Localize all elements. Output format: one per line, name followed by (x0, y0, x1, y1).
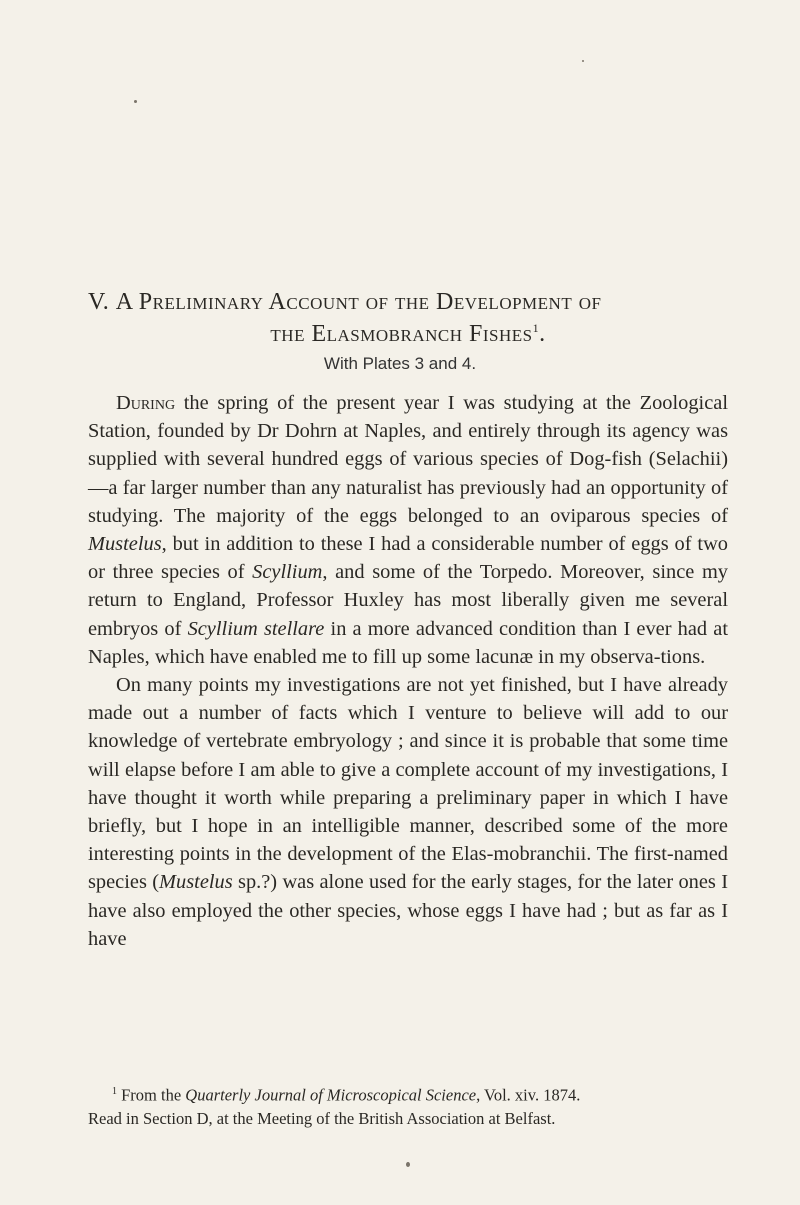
title-line-2 (88, 318, 728, 350)
footnote-line-2: Read in Section D, at the Meeting of the British Association at Belfast. (88, 1108, 556, 1128)
footnote-suffix: , Vol. xiv. 1874. (476, 1085, 581, 1105)
title-line-2-end: . (539, 321, 546, 347)
section-numeral: V. (88, 289, 110, 315)
title-line-1 (88, 286, 728, 318)
plates-subtitle: With Plates 3 and 4. (323, 354, 477, 373)
title-line-2-text: the Elasmobranch Fishes (270, 321, 533, 347)
footnote (88, 1080, 728, 1130)
species-name: Mustelus (159, 871, 233, 894)
species-name: Scyllium (252, 561, 323, 584)
drop-lead-word: During (116, 392, 176, 414)
footnote-mark: 1 (112, 1086, 117, 1097)
body-text (88, 389, 728, 953)
article-title (88, 286, 728, 350)
text-run: , but in addition to these I had a considerable number of eggs of two or three species of (88, 533, 728, 584)
paper-speck (582, 60, 584, 62)
footnote-line-1 (88, 1080, 728, 1107)
paragraph-2 (88, 671, 728, 953)
text-run: On many points my investigations are not yet finished, but I have already made out a number of facts which I venture to believe will add to our knowledge of vertebrate embryology ; and since it is probable that some time will elapse before I am able to give a complete account of my investigations, I have thought it worth while preparing a preliminary paper in which I have briefly, but I hope in an intelligible manner, described some of the more interesting points in the development of the Elas-mobranchii. The first-named species ( (88, 674, 728, 894)
title-line-1-text: A Preliminary Account of the Development of (115, 289, 602, 315)
text-run: , and some of the Torpedo. Moreover, since my return to England, Professor Huxley has most liberally given me several embryos of (88, 561, 728, 640)
paper-speck (406, 1162, 410, 1167)
journal-name: Quarterly Journal of Microscopical Science (185, 1085, 477, 1105)
text-run: sp.?) was alone used for the early stages, for the later ones I have also employed the other species, whose eggs I have had ; but as far as I have (88, 871, 728, 950)
paragraph-1 (88, 389, 728, 671)
species-name: Scyllium stellare (187, 617, 325, 640)
text-run: the spring of the present year I was studying at the Zoological Station, founded by Dr Dohrn at Naples, and entirely through its agency was supplied with several hundred eggs of various species of Dog-fish (Selachii)—a far larger number than any naturalist has previously had an opportunity of studying. The majority of the eggs belonged to an oviparous species of (88, 392, 728, 527)
footnote-prefix: From the (121, 1085, 186, 1105)
species-name: Mustelus (88, 533, 162, 556)
paper-speck (134, 100, 137, 103)
title-footnote-mark: 1 (532, 321, 540, 335)
text-run: in a more advanced condition than I ever had at Naples, which have enabled me to fill up some lacunæ in my observa-tions. (88, 617, 729, 668)
